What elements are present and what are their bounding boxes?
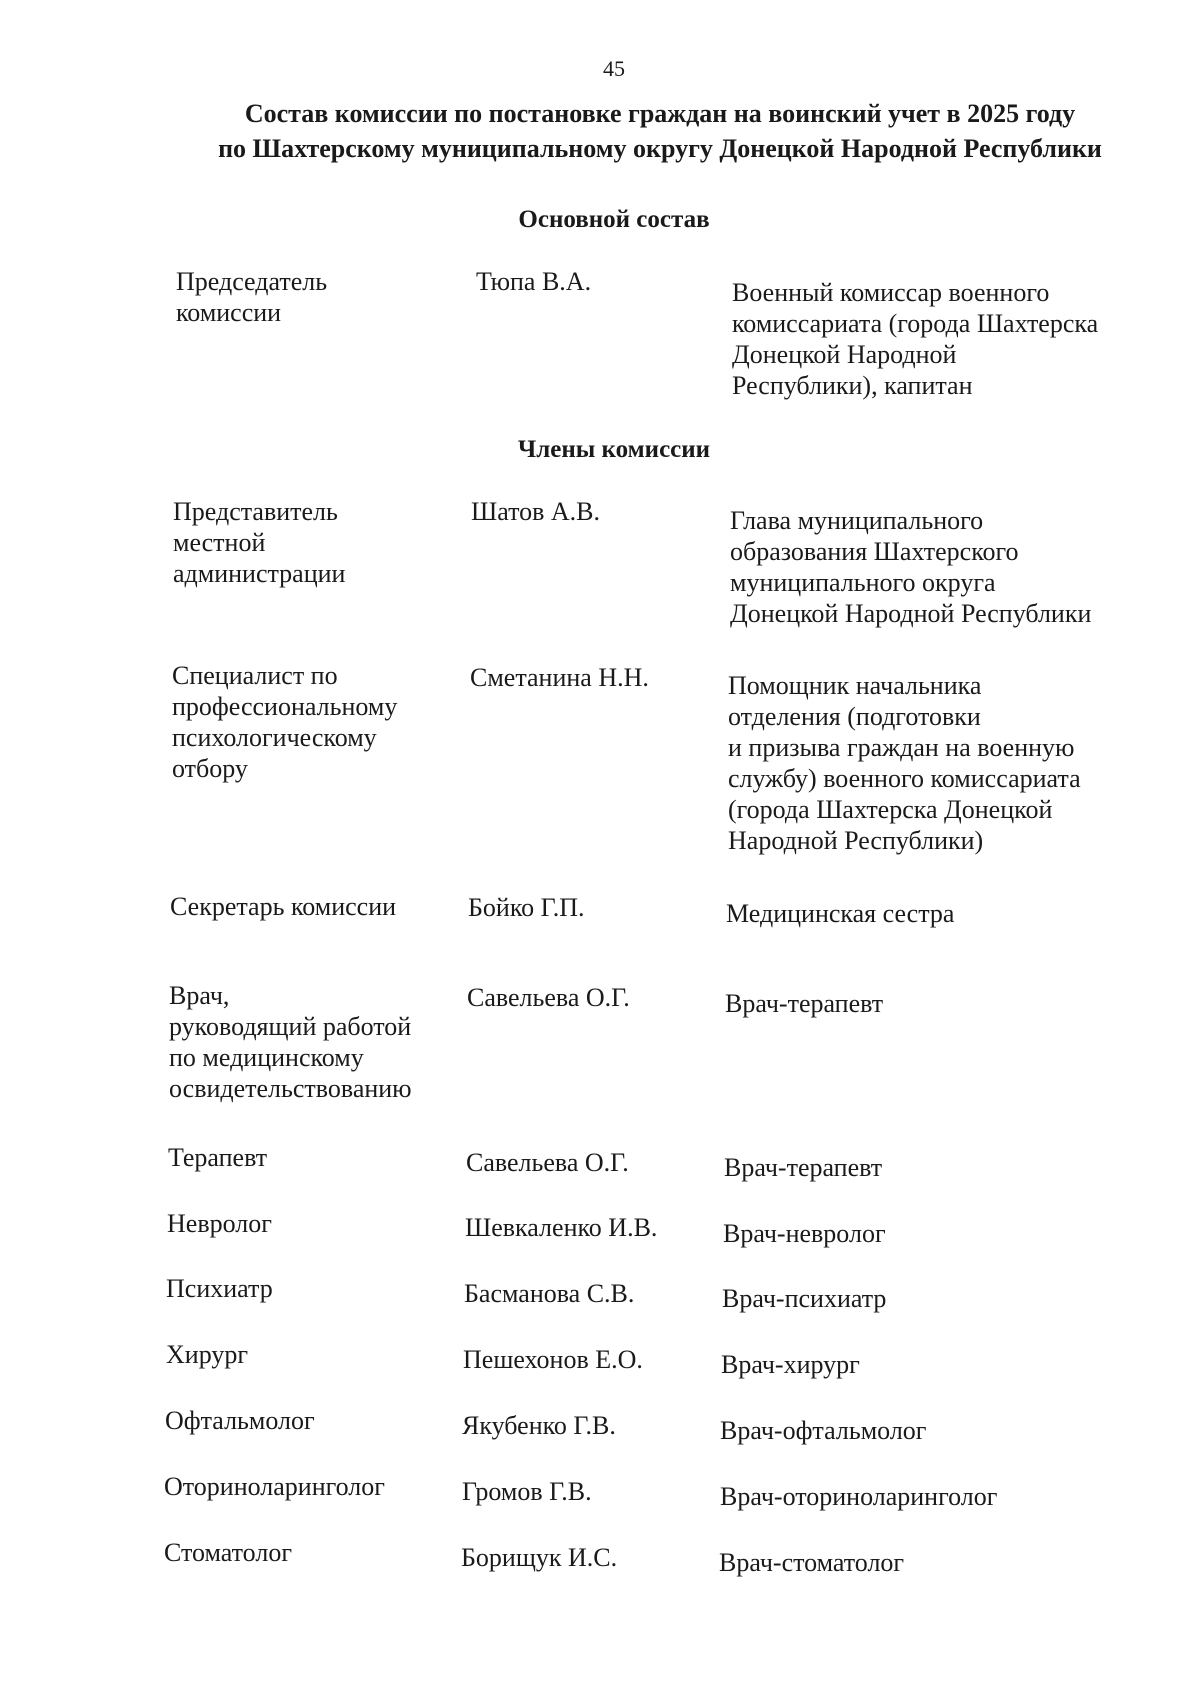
title-line-2: по Шахтерскому муниципальному округу Донецкой Народной Республики xyxy=(218,134,1102,163)
member-position: Глава муниципального образования Шахтерского муниципального округа Донецкой Народной Республики xyxy=(730,506,1092,628)
member-name: Громов Г.В. xyxy=(462,1477,592,1506)
member-role: Представитель местной администрации xyxy=(173,497,346,588)
member-position: Врач-хирург xyxy=(721,1350,860,1379)
member-role: Офтальмолог xyxy=(165,1406,315,1435)
member-role: Невролог xyxy=(167,1209,272,1238)
member-role: Стоматолог xyxy=(164,1538,292,1567)
member-name: Якубенко Г.В. xyxy=(462,1411,616,1440)
member-name: Савельева О.Г. xyxy=(466,1148,629,1177)
member-position: Врач-оториноларинголог xyxy=(720,1482,998,1511)
member-role: Специалист по профессиональному психологическому отбору xyxy=(172,661,398,783)
member-name: Сметанина Н.Н. xyxy=(470,663,649,692)
chairman-name: Тюпа В.А. xyxy=(476,267,592,296)
page-number: 45 xyxy=(603,56,625,81)
member-name: Шевкаленко И.В. xyxy=(465,1213,658,1242)
member-role: Хирург xyxy=(166,1340,249,1369)
chairman-role: Председатель комиссии xyxy=(176,267,328,327)
member-name: Басманова С.В. xyxy=(464,1279,635,1308)
member-position: Врач-психиатр xyxy=(722,1284,887,1313)
member-role: Оториноларинголог xyxy=(164,1472,385,1501)
member-position: Врач-офтальмолог xyxy=(720,1416,927,1445)
section-heading-members: Члены комиссии xyxy=(517,436,711,463)
member-name: Бойко Г.П. xyxy=(468,893,585,922)
member-position: Помощник начальника отделения (подготовки и призыва граждан на военную службу) военного комиссариата (города Шахтерска Донецкой Народной Республики) xyxy=(728,671,1081,855)
member-role: Терапевт xyxy=(168,1143,268,1172)
member-name: Шатов А.В. xyxy=(471,497,601,526)
document-title xyxy=(100,96,1200,166)
member-name: Пешехонов Е.О. xyxy=(463,1345,643,1374)
member-role: Врач, руководящий работой по медицинскому освидетельствованию xyxy=(169,981,412,1103)
member-role: Секретарь комиссии xyxy=(170,892,397,921)
chairman-position: Военный комиссар военного комиссариата (города Шахтерска Донецкой Народной Республики), капитан xyxy=(732,278,1099,400)
section-heading-main: Основной состав xyxy=(518,206,710,233)
member-name: Борищук И.С. xyxy=(461,1543,618,1572)
member-position: Врач-терапевт xyxy=(725,989,884,1018)
member-role: Психиатр xyxy=(166,1274,273,1303)
member-position: Врач-невролог xyxy=(723,1219,886,1248)
member-position: Медицинская сестра xyxy=(726,899,955,928)
title-line-1: Состав комиссии по постановке граждан на воинский учет в 2025 году xyxy=(244,99,1076,128)
member-name: Савельева О.Г. xyxy=(467,983,630,1012)
member-position: Врач-терапевт xyxy=(724,1153,883,1182)
member-position: Врач-стоматолог xyxy=(719,1548,905,1577)
